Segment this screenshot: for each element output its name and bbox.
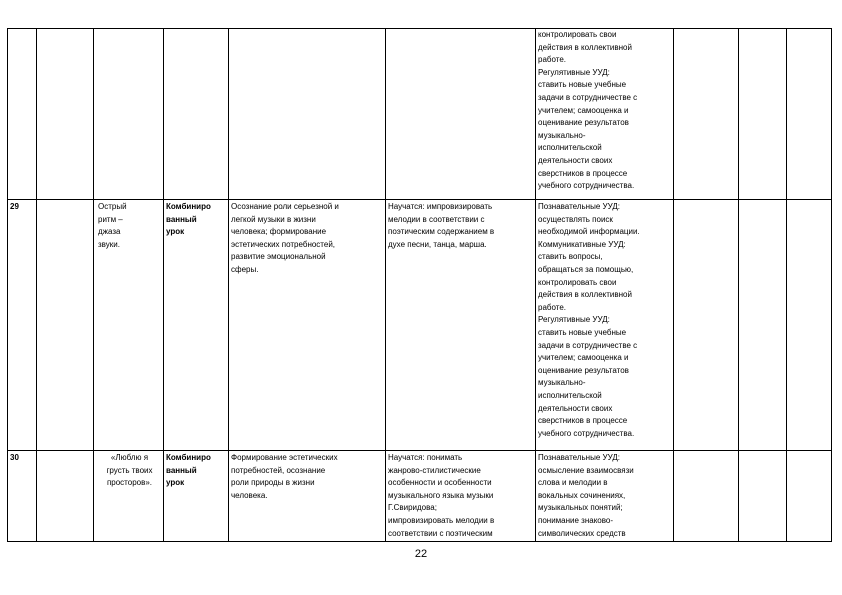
empty-cell	[739, 200, 787, 451]
empty-cell	[37, 451, 94, 542]
lesson-topic-cell	[94, 29, 164, 200]
empty-cell	[674, 200, 739, 451]
personal-results-cell: Осознание роли серьезной и легкой музыки в жизни человека; формирование эстетических потребностей, развитие эмоциональной сферы.	[229, 200, 386, 451]
empty-cell	[739, 29, 787, 200]
table-row	[8, 451, 832, 542]
lesson-topic-cell: «Люблю я грусть твоих просторов».	[94, 451, 164, 542]
subject-results-cell: Научатся: понимать жанрово-стилистические особенности и особенности музыкального языка музыки Г.Свиридова; импровизировать мелодии в соответствии с поэтическим	[386, 451, 536, 542]
subject-results-cell: Научатся: импровизировать мелодии в соответствии с поэтическим содержанием в духе песни, танца, марша.	[386, 200, 536, 451]
empty-cell	[674, 29, 739, 200]
page-number: 22	[414, 548, 428, 560]
empty-cell	[37, 29, 94, 200]
table-row	[8, 29, 832, 200]
lesson-number-cell: 30	[8, 451, 37, 542]
empty-cell	[739, 451, 787, 542]
lesson-type-cell: Комбиниро ванный урок	[164, 200, 229, 451]
lesson-type-cell	[164, 29, 229, 200]
lesson-type-cell: Комбиниро ванный урок	[164, 451, 229, 542]
lesson-topic-cell: Острый ритм – джаза звуки.	[94, 200, 164, 451]
empty-cell	[787, 200, 832, 451]
lesson-number-cell: 29	[8, 200, 37, 451]
empty-cell	[787, 29, 832, 200]
lesson-plan-table	[7, 28, 832, 542]
personal-results-cell: Формирование эстетических потребностей, осознание роли природы в жизни человека.	[229, 451, 386, 542]
empty-cell	[674, 451, 739, 542]
lesson-number-cell	[8, 29, 37, 200]
subject-results-cell	[386, 29, 536, 200]
empty-cell	[37, 200, 94, 451]
uud-cell: Познавательные УУД: осмысление взаимосвязи слова и мелодии в вокальных сочинениях, музыкальных понятий; понимание знаково- символических средств	[536, 451, 674, 542]
personal-results-cell	[229, 29, 386, 200]
uud-cell: Познавательные УУД: осуществлять поиск необходимой информации. Коммуникативные УУД: ставить вопросы, обращаться за помощью, контролировать свои действия в коллективной работе. Регулятивные УУД: ставить новые учебные задачи в сотрудничестве с учителем; самооценка и оценивание результатов музыкально- исполнительской деятельности своих сверстников в процессе учебного сотрудничества.	[536, 200, 674, 451]
empty-cell	[787, 451, 832, 542]
uud-cell: контролировать свои действия в коллективной работе. Регулятивные УУД: ставить новые учебные задачи в сотрудничестве с учителем; самооценка и оценивание результатов музыкально- исполнительской деятельности своих сверстников в процессе учебного сотрудничества.	[536, 29, 674, 200]
table-row	[8, 200, 832, 451]
